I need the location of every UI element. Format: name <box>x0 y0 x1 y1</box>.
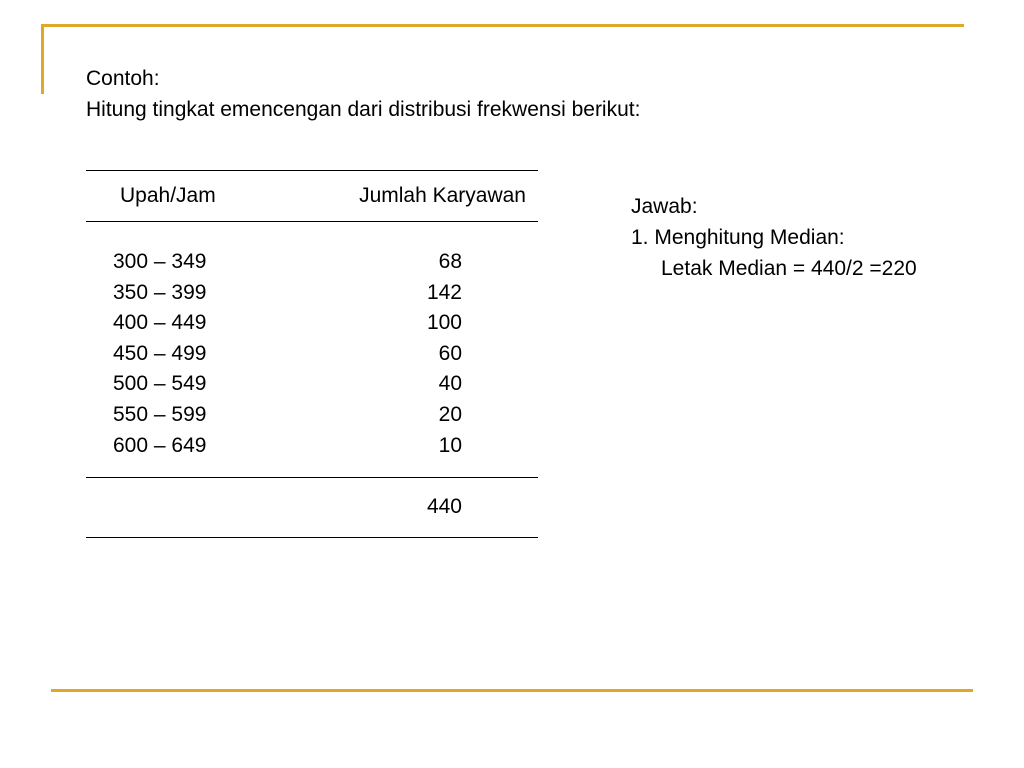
answer-line-2: 1. Menghitung Median: <box>631 226 845 249</box>
intro-line-2: Hitung tingkat emencengan dari distribusi frekwensi berikut: <box>86 98 641 121</box>
table-total-rule <box>86 477 538 478</box>
intro-line-1: Contoh: <box>86 67 160 90</box>
table-cell-range: 350 – 399 <box>113 280 207 304</box>
answer-line-3: Letak Median = 440/2 =220 <box>661 257 917 280</box>
table-cell-count: 60 <box>438 341 462 365</box>
table-cell-range: 550 – 599 <box>113 402 207 426</box>
intro-text <box>86 63 640 125</box>
table-row <box>86 339 538 370</box>
table-cell-range: 400 – 449 <box>113 311 207 335</box>
table-header-rule <box>86 221 538 222</box>
accent-line-top <box>41 24 964 27</box>
table-cell-range: 300 – 349 <box>113 250 207 273</box>
table-cell-count: 20 <box>438 402 462 426</box>
table-bottom-rule <box>86 537 538 538</box>
table-header-jumlah-karyawan: Jumlah Karyawan <box>359 184 526 207</box>
table-row <box>86 400 538 431</box>
table-cell-count: 100 <box>426 311 462 335</box>
table-header-upah-jam: Upah/Jam <box>120 184 216 207</box>
table-row <box>86 308 538 339</box>
accent-line-left <box>41 24 44 94</box>
table-row <box>86 369 538 400</box>
table-cell-count: 40 <box>438 372 462 396</box>
answer-line-1: Jawab: <box>631 195 698 218</box>
table-total: 440 <box>426 495 462 518</box>
table-cell-range: 600 – 649 <box>113 433 207 457</box>
table-cell-count: 10 <box>438 433 462 457</box>
table-body <box>86 247 538 461</box>
table-row <box>86 431 538 462</box>
table-row <box>86 247 538 278</box>
answer-text <box>631 191 917 284</box>
table-cell-count: 142 <box>426 280 462 304</box>
table-cell-range: 450 – 499 <box>113 341 207 365</box>
accent-line-bottom <box>51 689 973 692</box>
table-top-rule <box>86 170 538 171</box>
table-cell-count: 68 <box>438 250 462 273</box>
table-row <box>86 278 538 309</box>
table-cell-range: 500 – 549 <box>113 372 207 396</box>
